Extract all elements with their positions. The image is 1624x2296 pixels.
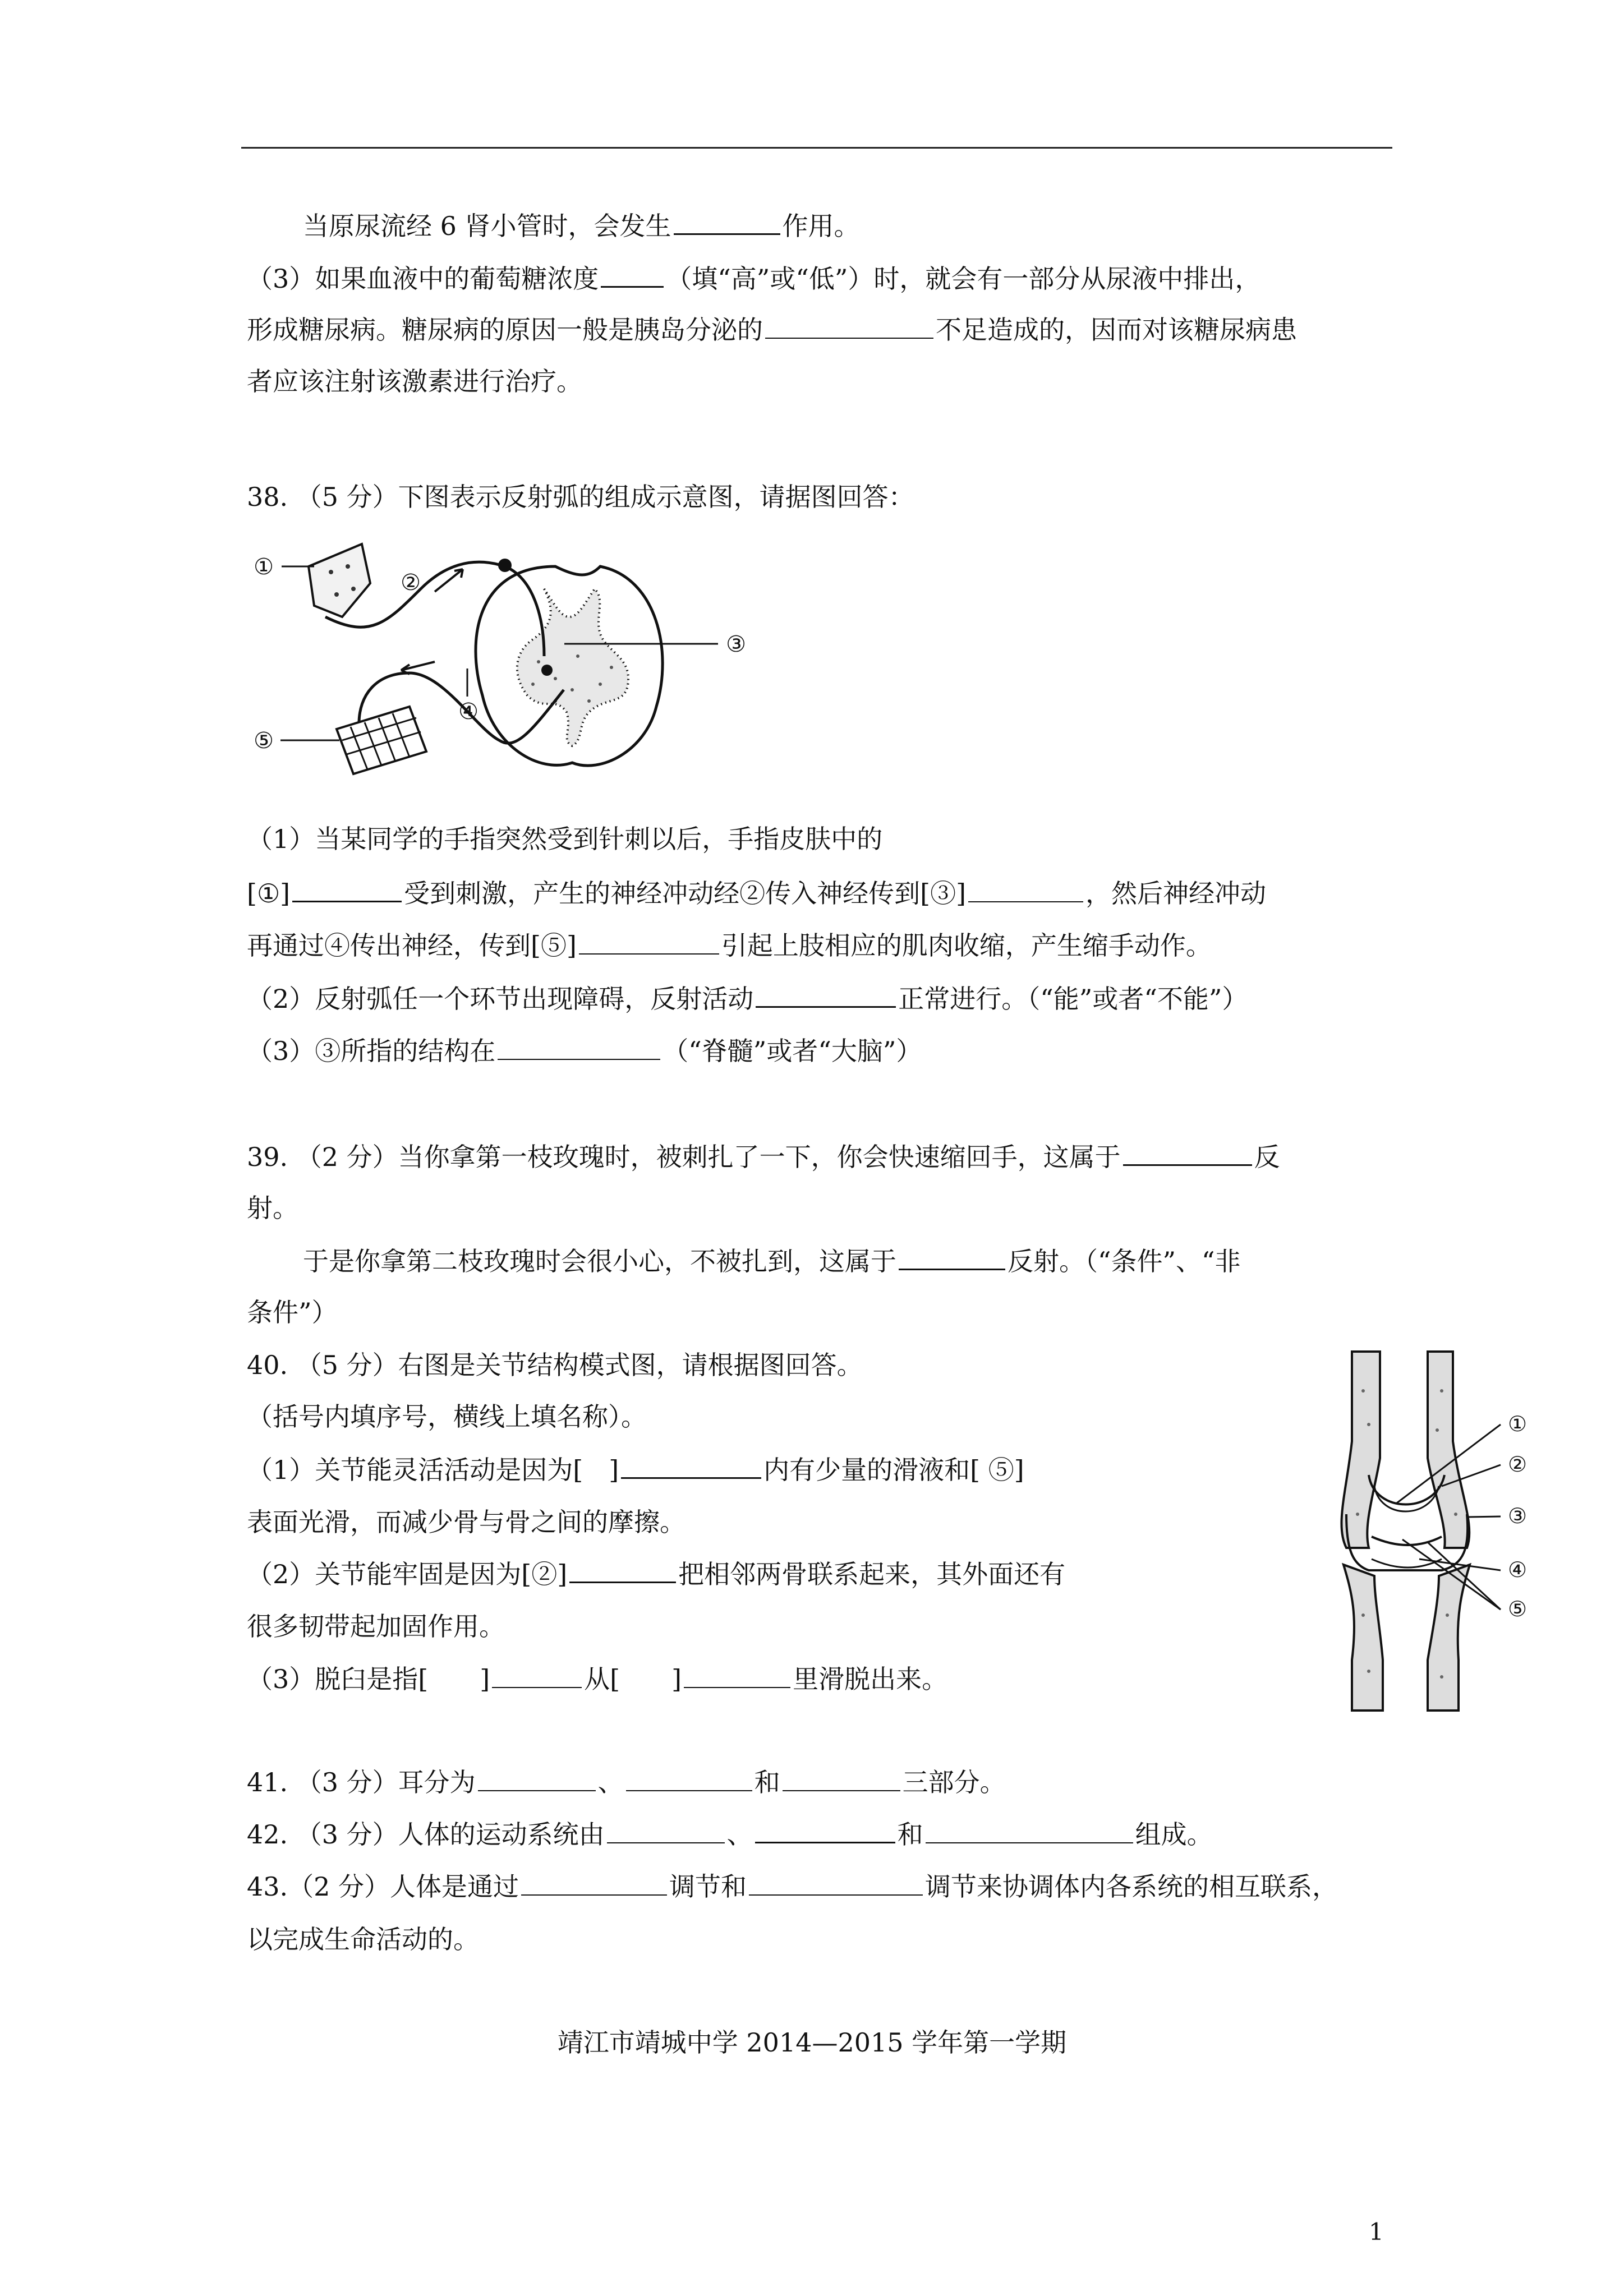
text-line [247, 1295, 338, 1329]
text-line [247, 1453, 1024, 1487]
text: （1）关节能灵活活动是因为[ ] [247, 1455, 619, 1485]
text: 组成。 [1135, 1819, 1213, 1850]
text-line [247, 1610, 505, 1643]
reflex-label-4: ④ [458, 699, 479, 725]
text-line [303, 209, 860, 243]
reflex-label-1: ① [254, 554, 274, 580]
joint-label-4: ④ [1507, 1557, 1528, 1582]
text: 很多韧带起加固作用。 [247, 1611, 505, 1642]
answer-blank[interactable] [926, 1818, 1133, 1843]
answer-blank[interactable] [755, 1817, 895, 1843]
answer-blank[interactable] [498, 1034, 660, 1060]
reflex-arc-diagram [241, 527, 774, 796]
answer-blank[interactable] [478, 1765, 596, 1791]
text: 受到刺激，产生的神经冲动经②传入神经传到[③] [404, 878, 967, 909]
text: （2）关节能牢固是因为[②] [247, 1559, 568, 1589]
text: 从[ ] [584, 1664, 682, 1694]
answer-blank[interactable] [756, 981, 896, 1008]
text: 作用。 [782, 211, 860, 241]
text: 39. （2 分）当你拿第一枝玫瑰时，被刺扎了一下，你会快速缩回手，这属于 [247, 1142, 1121, 1172]
text: 里滑脱出来。 [793, 1664, 948, 1694]
answer-blank[interactable] [492, 1662, 582, 1688]
question-42 [247, 1817, 1213, 1851]
text-line [247, 981, 1248, 1016]
page-number: 1 [1369, 2218, 1384, 2246]
answer-blank[interactable] [621, 1453, 761, 1479]
text: 调节和 [669, 1871, 747, 1902]
text-line [247, 1034, 922, 1068]
answer-blank[interactable] [684, 1662, 790, 1688]
reflex-label-5: ⑤ [254, 728, 274, 754]
answer-blank[interactable] [569, 1557, 676, 1583]
text: 当原尿流经 6 肾小管时，会发生 [303, 211, 671, 241]
text: 40. （5 分）右图是关节结构模式图，请根据图回答。 [247, 1350, 863, 1380]
text-line [247, 1400, 647, 1433]
answer-blank[interactable] [765, 313, 933, 339]
text: 、 [726, 1819, 753, 1850]
answer-blank[interactable] [899, 1244, 1005, 1270]
text-line [247, 1922, 479, 1956]
answer-blank[interactable] [292, 876, 402, 902]
text: （“脊髓”或者“大脑”） [663, 1036, 922, 1066]
answer-blank[interactable] [1123, 1140, 1252, 1166]
text: 和 [754, 1767, 780, 1797]
text-line [303, 1244, 1241, 1278]
text: 射。 [247, 1193, 298, 1223]
text: （括号内填序号，横线上填名称）。 [247, 1401, 647, 1432]
text: 38. （5 分）下图表示反射弧的组成示意图，请据图回答： [247, 482, 914, 512]
answer-blank[interactable] [626, 1765, 752, 1791]
answer-blank[interactable] [783, 1765, 900, 1791]
text: 41. （3 分）耳分为 [247, 1767, 476, 1797]
text: 者应该注射该激素进行治疗。 [247, 366, 582, 397]
text: 内有少量的滑液和[ ⑤] [763, 1455, 1024, 1485]
text: （2）反射弧任一个环节出现障碍，反射活动 [247, 984, 754, 1014]
question-38-title [247, 480, 914, 514]
text-line [247, 929, 1212, 962]
text-line [247, 1191, 298, 1225]
text: 形成糖尿病。糖尿病的原因一般是胰岛分泌的 [247, 315, 763, 345]
text: （填“高”或“低”）时，就会有一部分从尿液中排出， [666, 264, 1261, 294]
reflex-label-3: ③ [726, 631, 746, 657]
text-line [247, 1662, 947, 1696]
text: 、 [597, 1767, 624, 1797]
joint-label-2: ② [1507, 1452, 1528, 1477]
joint-label-3: ③ [1507, 1504, 1528, 1528]
text: 反 [1254, 1142, 1280, 1172]
joint-label-1: ① [1507, 1412, 1528, 1436]
text: 调节来协调体内各系统的相互联系， [925, 1871, 1338, 1902]
text: （3）③所指的结构在 [247, 1036, 496, 1066]
answer-blank[interactable] [968, 877, 1083, 902]
question-40-title [247, 1348, 863, 1382]
text-line [247, 822, 882, 856]
text: 表面光滑，而减少骨与骨之间的摩擦。 [247, 1507, 686, 1537]
text-line [247, 365, 582, 398]
text: （3）如果血液中的葡萄糖浓度 [247, 264, 599, 294]
question-43 [247, 1870, 1338, 1903]
answer-blank[interactable] [607, 1818, 725, 1843]
question-39 [247, 1140, 1280, 1174]
text: 反射。（“条件”、“非 [1007, 1246, 1241, 1276]
text: 43.（2 分）人体是通过 [247, 1871, 519, 1902]
school-footer: 靖江市靖城中学 2014—2015 学年第一学期 [557, 2027, 1067, 2058]
text-line [247, 313, 1297, 347]
answer-blank[interactable] [601, 261, 664, 288]
text: 和 [897, 1819, 923, 1850]
text-line [247, 1557, 1065, 1591]
text: 以完成生命活动的。 [247, 1924, 479, 1954]
answer-blank[interactable] [749, 1870, 923, 1896]
text: 条件”） [247, 1297, 338, 1327]
text-line [247, 876, 1266, 910]
text: （1）当某同学的手指突然受到针刺以后，手指皮肤中的 [247, 824, 883, 854]
text: 三部分。 [902, 1767, 1006, 1797]
joint-structure-diagram [1313, 1346, 1559, 1716]
text-line [247, 261, 1260, 296]
text: ，然后神经冲动 [1085, 878, 1267, 909]
text-line [247, 1505, 686, 1539]
text: 42. （3 分）人体的运动系统由 [247, 1819, 605, 1850]
reflex-label-2: ② [401, 570, 421, 596]
question-41 [247, 1765, 1006, 1799]
header-rule [241, 147, 1392, 149]
text: 正常进行。（“能”或者“不能”） [898, 984, 1248, 1014]
text: 于是你拿第二枝玫瑰时会很小心，不被扎到，这属于 [303, 1246, 896, 1276]
answer-blank[interactable] [521, 1870, 667, 1896]
text: 再通过④传出神经，传到[⑤] [247, 930, 577, 961]
text: 不足造成的，因而对该糖尿病患 [936, 315, 1297, 345]
text: 引起上肢相应的肌肉收缩，产生缩手动作。 [721, 930, 1212, 961]
joint-label-5: ⑤ [1507, 1597, 1528, 1621]
text: 把相邻两骨联系起来，其外面还有 [678, 1559, 1066, 1589]
answer-blank[interactable] [579, 929, 719, 955]
answer-blank[interactable] [674, 209, 780, 235]
text: （3）脱臼是指[ ] [247, 1664, 490, 1694]
text: [①] [247, 878, 291, 909]
